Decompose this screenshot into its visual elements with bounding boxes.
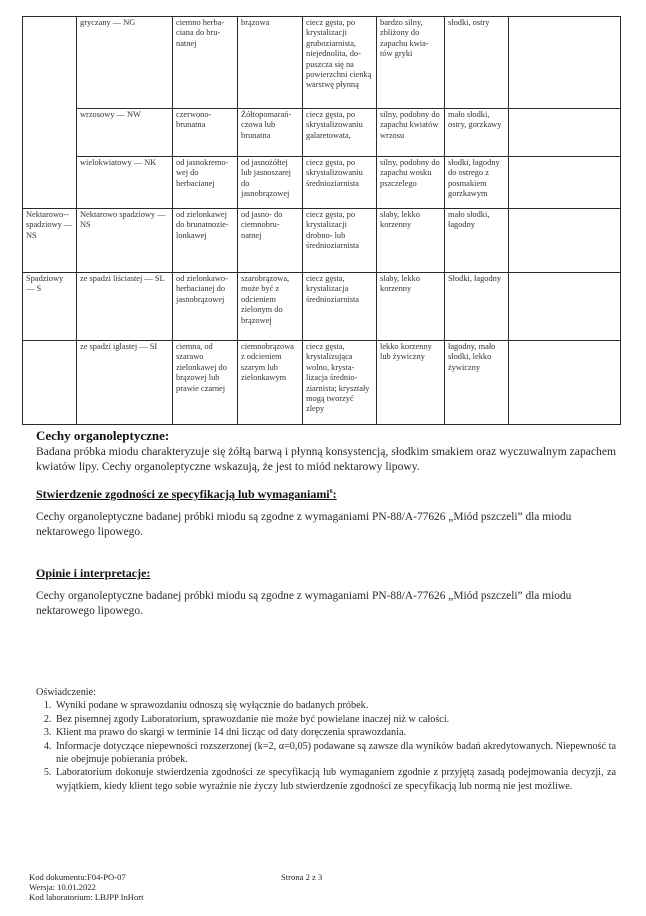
taste-cell: słodki, ostry <box>445 17 509 109</box>
taste-cell: Słodki, łagodny <box>445 273 509 341</box>
opinions-section <box>36 566 616 619</box>
honey-name-cell: ze spadzi iglastej — SI <box>77 341 173 425</box>
table-row <box>23 109 621 157</box>
conformity-section <box>36 487 616 540</box>
organoleptic-text: Badana próbka miodu charakteryzuje się żółtą barwą i płynną konsystencją, słodkim smakiem oraz wyczuwalnym zapachem kwiatów lipy. Cechy organoleptyczne wskazują, że jest to miód nektarowy lipowy. <box>36 445 616 473</box>
footer-doc-info <box>29 872 144 902</box>
honey-name-cell: Nektarowo spadziowy — NS <box>77 209 173 273</box>
extra-cell <box>509 17 621 109</box>
smell-cell: silny, podobny do zapachu wosku pszczelego <box>377 157 445 209</box>
crystallized-color-cell: szarobrązowa, może być z odcieniem zielonym do brązowej <box>238 273 303 341</box>
organoleptic-section <box>36 428 616 474</box>
table-row <box>23 17 621 109</box>
honey-name-cell: gryczany — NG <box>77 17 173 109</box>
crystallized-color-cell: od jasnożółtej lub jasnoszarej do jasnobrązowej <box>238 157 303 209</box>
conformity-text: Cechy organoleptyczne badanej próbki miodu są zgodne z wymaganiami PN-88/A-77626 „Miód pszczeli” dla miodu nektarowego lipowego. <box>36 511 572 538</box>
smell-cell: bardzo silny, zbliżony do zapachu kwia-tów gryki <box>377 17 445 109</box>
declaration-item: 5. Laboratorium dokonuje stwierdzenia zgodności ze specyfikacją lub wymaganiem zgodnie z przyjętą zasadą podejmowania decyzji, za wyjątkiem, kiedy klient tego sobie wyraźnie nie życzy lub stwierdzenie zgodności ze specyfikacją lub normą nie jest możliwe. <box>54 766 616 793</box>
declaration-heading: Oświadczenie: <box>36 687 96 698</box>
crystallized-color-cell: brązowa <box>238 17 303 109</box>
honey-name-cell: wrzosowy — NW <box>77 109 173 157</box>
consistency-cell: ciecz gęsta, po krystalizacji gruboziarnista, niejednolita, do-puszcza się na powierzchni cienką warstwę płynną <box>303 17 377 109</box>
group-cell: Nektarowo-- spadziowy — NS <box>23 209 77 273</box>
group-cell: Spadziowy — S <box>23 273 77 341</box>
doc-version: Wersja: 10.01.2022 <box>29 882 96 892</box>
crystallized-color-cell: Żółtopomarań-czowa lub brunatna <box>238 109 303 157</box>
extra-cell <box>509 341 621 425</box>
consistency-cell: ciecz gęsta, po skrystalizowaniu galaretowata, <box>303 109 377 157</box>
doc-code: Kod dokumentu:F04-PO-07 <box>29 872 126 882</box>
smell-cell: lekko korzenny lub żywiczny <box>377 341 445 425</box>
declaration-list <box>36 699 616 793</box>
group-cell <box>23 17 77 209</box>
organoleptic-heading: Cechy organoleptyczne: <box>36 428 170 443</box>
honey-types-table <box>22 16 621 425</box>
honey-name-cell: ze spadzi liściastej — SL <box>77 273 173 341</box>
liquid-color-cell: od jasnokremo-wej do herbacianej <box>173 157 238 209</box>
lab-code: Kod laboratorium: LBJPP InHort <box>29 892 144 902</box>
declaration-item: 4. Informacje dotyczące niepewności rozszerzonej (k=2, α=0,05) podawane są zawsze dla wyników badań akredytowanych. Niepewność ta nie obejmuje pobierania próbek. <box>54 740 616 767</box>
opinions-heading: Opinie i interpretacje: <box>36 566 151 580</box>
extra-cell <box>509 157 621 209</box>
taste-cell: mało słodki, ostry, gorzkawy <box>445 109 509 157</box>
smell-cell: silny, podobny do zapachu kwiatów wrzosu <box>377 109 445 157</box>
table-row <box>23 273 621 341</box>
liquid-color-cell: ciemna, od szarawo zielonkawej do brązowej lub prawie czarnej <box>173 341 238 425</box>
smell-cell: słaby, lekko korzenny <box>377 209 445 273</box>
liquid-color-cell: od zielonkawo-herbacianej do jasnobrązowej <box>173 273 238 341</box>
table-row <box>23 157 621 209</box>
taste-cell: słodki, łagodny do ostrego z posmakiem gorzkawym <box>445 157 509 209</box>
extra-cell <box>509 109 621 157</box>
liquid-color-cell: czerwono-brunatna <box>173 109 238 157</box>
extra-cell <box>509 209 621 273</box>
declaration-item: 2. Bez pisemnej zgody Laboratorium, sprawozdanie nie może być powielane inaczej niż w całości. <box>54 713 616 726</box>
honey-name-cell: wielokwiatowy — NK <box>77 157 173 209</box>
consistency-cell: ciecz gęsta, krystalizacja średnioziarnista <box>303 273 377 341</box>
declaration-item: 1. Wyniki podane w sprawozdaniu odnoszą się wyłącznie do badanych próbek. <box>54 699 616 712</box>
crystallized-color-cell: ciemnobrązowa z odcieniem szarym lub zielonkawym <box>238 341 303 425</box>
crystallized-color-cell: od jasno- do ciemnobru-natnej <box>238 209 303 273</box>
liquid-color-cell: ciemno herba-ciana do bru-natnej <box>173 17 238 109</box>
group-cell <box>23 341 77 425</box>
table-row <box>23 209 621 273</box>
taste-cell: łagodny, mało słodki, lekko żywiczny <box>445 341 509 425</box>
consistency-cell: ciecz gęsta, po skrystalizowaniu średnioziarnista <box>303 157 377 209</box>
taste-cell: mało słodki, łagodny <box>445 209 509 273</box>
opinions-text: Cechy organoleptyczne badanej próbki miodu są zgodne z wymaganiami PN-88/A-77626 „Miód pszczeli” dla miodu nektarowego lipowego. <box>36 590 572 617</box>
conformity-heading: Stwierdzenie zgodności ze specyfikacją lub wymaganiami$^6$: <box>36 487 337 501</box>
consistency-cell: ciecz gęsta, po krystalizacji drobno- lub średnioziarnista <box>303 209 377 273</box>
table-row <box>23 341 621 425</box>
declaration-section <box>36 686 616 793</box>
footnote-mark: 6 <box>329 489 333 495</box>
smell-cell: słaby, lekko korzenny <box>377 273 445 341</box>
consistency-cell: ciecz gęsta, krystalizująca wolno, krysta-lizacja średnio-ziarnista; kryształy mogą tworzyć zlepy <box>303 341 377 425</box>
extra-cell <box>509 273 621 341</box>
liquid-color-cell: od zielonkawej do brunatnozie-lonkawej <box>173 209 238 273</box>
page-number: Strona 2 z 3 <box>281 872 323 882</box>
declaration-item: 3. Klient ma prawo do skargi w terminie 14 dni licząc od daty doręczenia sprawozdania. <box>54 726 616 739</box>
